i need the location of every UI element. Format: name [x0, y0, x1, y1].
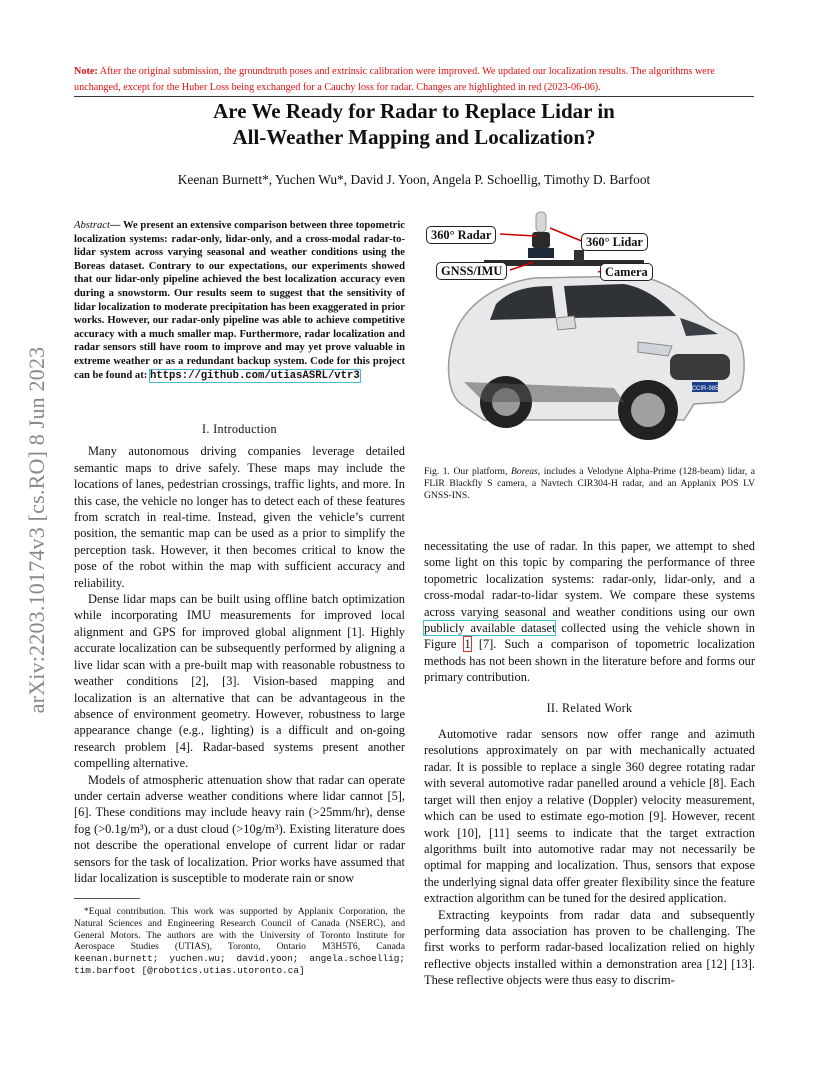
arxiv-sidebar [12, 300, 62, 760]
section-heading-related-work: II. Related Work [546, 700, 633, 715]
footnote-text: *Equal contribution. This work was supported by Applanix Corporation, the Natural Sciences and Engineering Research Council of Canada (NSERC), and General Motors. The authors are with the University of Toronto Institute for Aerospace Studies (UTIAS), Toronto, Ontario M3H5T6, Canada [74, 906, 405, 953]
note-text: After the original submission, the groundtruth poses and extrinsic calibration were improved. We updated our localization results. The algorithms were unchanged, except for the Huber Loss being exchanged for a Cauchy loss for radar. Changes are highlighted in red (2023-06-06). [74, 66, 715, 93]
section-heading-introduction: I. Introduction [202, 422, 277, 436]
intro-paragraph-3: Models of atmospheric attenuation show that radar can operate under certain adverse weather conditions where lidar cannot [5], [6]. These conditions may include heavy rain (>25mm/hr), dense fog (>0.1g/m³), or a dust cloud (>10g/m³). Existing literature does not describe the operational envelope of current lidar or radar sensors for the task of localization. Prior works have assumed that lidar localization is susceptible to moderate rain or snow [74, 772, 405, 885]
footnote-emails: keenan.burnett; yuchen.wu; david.yoon; angela.schoellig; tim.barfoot [@robotics.utias.utoronto.ca] [74, 953, 405, 976]
intro-p4-text-b: collected using the vehicle shown in Figure [424, 621, 756, 652]
abstract-text: We present an extensive comparison between three topometric localization systems: radar-only, lidar-only, and a cross-modal radar-to-lidar system across varying seasonal and weather conditions using the Boreas dataset. Contrary to our expectations, our experiments showed that our lidar-only pipeline achieved the best localization accuracy even during a snowstorm. Our results seem to suggest that the sensitivity of lidar localization to moderate precipitation has been exaggerated in prior works. However, our radar-only pipeline was able to achieve competitive accuracy with a much smaller map. Furthermore, radar localization and radar sensors still have room to improve and may yet prove valuable in extreme weather or as a redundant backup system. Code for this project can be found at: [74, 220, 405, 381]
author-list: Keenan Burnett*, Yuchen Wu*, David J. Yoon, Angela P. Schoellig, Timothy D. Barfoot [177, 172, 651, 187]
figure-caption [424, 466, 755, 502]
caption-text-b: , includes a Velodyne Alpha-Prime (128-beam) lidar, a FLIR Blackfly S camera, a Navtech CIR304-H radar, and an Applanix POS LV GNSS-INS. [424, 466, 755, 501]
title-line-2: All-Weather Mapping and Localization? [232, 125, 596, 149]
left-column [74, 415, 405, 886]
footnote-rule [74, 898, 140, 899]
dataset-link[interactable]: publicly available dataset [424, 621, 556, 636]
related-work-paragraph-1: Automotive radar sensors now offer range and azimuth resolutions approximately on par with mechanically actuated radar. It is possible to replace a single 360 degree rotating radar with several automotive radar panelled around a vehicle [8]. Each target will then enjoy a relative (Doppler) velocity measurement, which can be used to estimate ego-motion [9]. However, recent work [10], [11] seems to indicate that the target extraction algorithms built into automotive radar may not necessarily be optimal for mapping and localization. Thus, sensors that expose the underlying signal data offer greater flexibility since the feature extraction algorithm can be tuned for the desired application. [424, 727, 755, 906]
intro-p4-text-a: necessitating the use of radar. In this paper, we attempt to shed some light on this topic by comparing the performance of three topometric localization systems: radar-only, lidar-only, and a cross-modal radar-to-lidar system. We compare these systems across varying seasonal and weather conditions using our own [424, 539, 755, 619]
footnote [74, 906, 405, 977]
abstract-dash: — [109, 220, 123, 231]
related-work-paragraph-2: Extracting keypoints from radar data and subsequently performing data association has proven to be challenging. The first works to perform radar-based localization relied on highly reflective objects installed within a demonstration area [12] [13]. These reflective objects were thus easy to discrim- [424, 907, 755, 988]
abstract-label: Abstract [74, 220, 110, 231]
arxiv-id: arXiv:2203.10174v3 [cs.RO] 8 Jun 2023 [24, 346, 49, 714]
figure-1 [424, 206, 755, 456]
intro-paragraph-4 [424, 538, 755, 686]
paper-title [74, 98, 754, 150]
right-column [424, 538, 755, 989]
intro-paragraph-1: Many autonomous driving companies leverage detailed semantic maps to drive safely. These maps may include the locations of lanes, pedestrian crossings, traffic lights, and more. In this case, the vehicle no longer has to detect each of these features from scratch in real-time. Instead, given the vehicle’s current position, the semantic map can be used as a prior to simplify the perception task. However, it then becomes critical to know the pose of the robot within the map with sufficient accuracy and reliability. [74, 444, 405, 590]
note-label: Note: [74, 66, 98, 77]
abstract [74, 219, 405, 383]
intro-p4-text-c: [7]. Such a comparison of topometric localization methods has not been shown in the literature before and forms our primary contribution. [424, 637, 755, 685]
caption-platform-name: Boreas [510, 466, 538, 477]
license-plate: CCIR-985 [691, 386, 719, 392]
caption-label: Fig. 1. [424, 466, 450, 477]
callout-radar: 360° Radar [426, 226, 496, 244]
figure-ref-link[interactable]: 1 [464, 637, 471, 652]
title-line-1: Are We Ready for Radar to Replace Lidar in [213, 99, 615, 123]
note-rule [74, 96, 754, 97]
caption-text-a: Our platform, [449, 466, 511, 477]
revision-note [74, 64, 754, 96]
callout-gnss: GNSS/IMU [436, 262, 507, 280]
code-link[interactable]: https://github.com/utiasASRL/vtr3 [149, 369, 360, 382]
intro-paragraph-2: Dense lidar maps can be built using offline batch optimization while incorporating IMU measurements for improved local alignment and GPS for improved global alignment [1]. Highly accurate localization can be subsequently performed by aligning a live lidar scan with a pre-built map with reasonable robustness to weather conditions [2], [3]. Vision-based mapping and localization is an alternative that can be advantageous in the absence of environment geometry. However, robustness to large appearance change (e.g., lighting) is a difficult and on-going research problem [4]. Radar-based systems present another compelling alternative. [74, 592, 405, 771]
callout-camera: Camera [600, 263, 653, 281]
callout-lidar: 360° Lidar [581, 233, 648, 251]
